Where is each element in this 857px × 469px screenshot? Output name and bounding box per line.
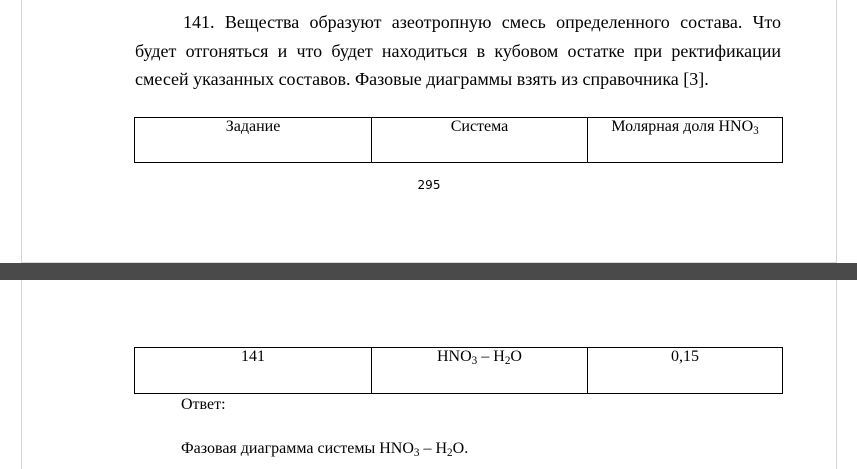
- problem-line-3: смесей указанных составов. Фазовые диаграммы взять из справочника [3].: [135, 69, 709, 89]
- problem-statement: [135, 8, 781, 94]
- page-number: 295: [417, 178, 441, 192]
- header-fraction: Молярная доля $HNO_3$: [588, 118, 783, 163]
- header-system: Система: [372, 118, 588, 163]
- page-separator: [0, 263, 857, 280]
- problem-line-2: будет отгоняться и что будет находиться в кубовом остатке при ректификации: [135, 40, 781, 61]
- task-table-header: [134, 117, 783, 163]
- task-table-body: [134, 347, 783, 394]
- diagram-caption: Фазовая диаграмма системы $HNO_3 - H_2O$.: [181, 440, 469, 459]
- cell-task: 141: [135, 348, 372, 394]
- table-header-row: [135, 118, 783, 163]
- cell-fraction: 0,15: [588, 348, 783, 394]
- answer-label: Ответ:: [181, 396, 226, 413]
- cell-system: $HNO_3 - H_2O$: [372, 348, 588, 394]
- table-row: [135, 348, 783, 394]
- header-task: Задание: [135, 118, 372, 163]
- page-top: [21, 0, 837, 263]
- problem-line-1: 141. Вещества образуют азеотропную смесь определенного состава. Что: [183, 12, 781, 32]
- page-bottom: [21, 280, 837, 469]
